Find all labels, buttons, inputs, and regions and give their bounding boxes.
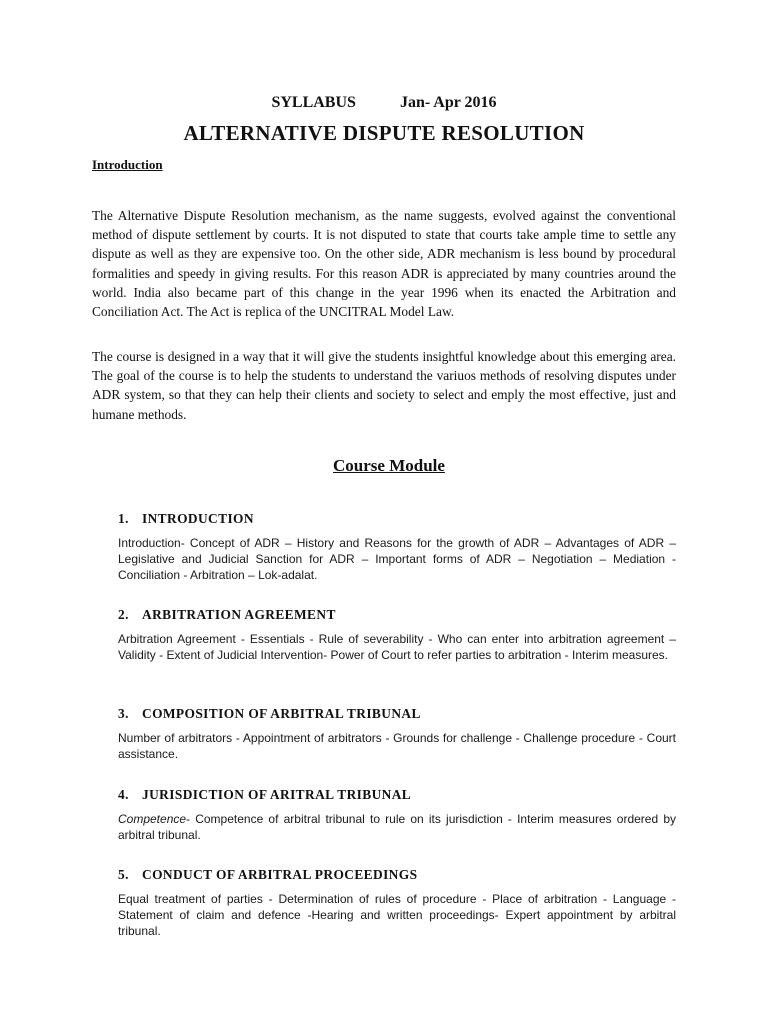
- module-section: [118, 867, 676, 940]
- module-number: 3.: [118, 706, 129, 721]
- module-description: [118, 730, 676, 762]
- syllabus-heading: [0, 94, 768, 112]
- module-title-text: COMPOSITION OF ARBITRAL TRIBUNAL: [142, 706, 421, 721]
- module-title: [118, 607, 676, 623]
- module-section: [118, 607, 676, 663]
- module-section: [118, 511, 676, 584]
- module-description-text: Arbitration Agreement - Essentials - Rule of severability - Who can enter into arbitration agreement – Validity - Extent of Judicial Intervention- Power of Court to refer parties to arbitration - Interim measures.: [118, 632, 676, 663]
- module-description: [118, 631, 676, 663]
- module-description: [118, 811, 676, 843]
- module-description-text: Introduction- Concept of ADR – History and Reasons for the growth of ADR – Advantages of ADR – Legislative and Judicial Sanction for ADR – Important forms of ADR – Negotiation – Mediation - Conciliation - Arbitration – Lok-adalat.: [118, 536, 676, 583]
- module-number: 2.: [118, 607, 129, 622]
- course-module-heading: Course Module: [333, 456, 445, 475]
- module-number: 1.: [118, 511, 129, 526]
- module-section: [118, 787, 676, 843]
- module-title: [118, 867, 676, 883]
- module-description: [118, 891, 676, 940]
- module-description-lead: Competence: [118, 812, 187, 826]
- document-title: ALTERNATIVE DISPUTE RESOLUTION: [183, 121, 585, 145]
- module-title-text: INTRODUCTION: [142, 511, 254, 526]
- module-number: 4.: [118, 787, 129, 802]
- module-title-text: CONDUCT OF ARBITRAL PROCEEDINGS: [142, 867, 418, 882]
- module-title: [118, 511, 676, 527]
- introduction-paragraph-1: The Alternative Dispute Resolution mechanism, as the name suggests, evolved against the conventional method of dispute settlement by courts. It is not disputed to state that courts take ample time to settle any dispute as well as they are expensive too. On the other side, ADR mechanism is less bound by procedural formalities and speedy in giving results. For this reason ADR is appreciated by many countries around the world. India also became part of this change in the year 1996 when its enacted the Arbitration and Conciliation Act. The Act is replica of the UNCITRAL Model Law.: [92, 208, 676, 320]
- module-title-text: JURISDICTION OF ARITRAL TRIBUNAL: [142, 787, 412, 802]
- syllabus-term: Jan- Apr 2016: [399, 94, 497, 111]
- introduction-heading: Introduction: [92, 157, 163, 172]
- introduction-paragraph-2: The course is designed in a way that it will give the students insightful knowledge about this emerging area. The goal of the course is to help the students to understand the variuos methods of resolving disputes under ADR system, so that they can help their clients and society to select and emply the most effective, just and humane methods.: [92, 349, 676, 422]
- module-title-text: ARBITRATION AGREEMENT: [142, 607, 336, 622]
- syllabus-label: SYLLABUS: [271, 94, 356, 111]
- module-number: 5.: [118, 867, 129, 882]
- module-title: [118, 706, 676, 722]
- module-section: [118, 706, 676, 762]
- module-description-text: Equal treatment of parties - Determination of rules of procedure - Place of arbitration - Language -Statement of claim and defence -Hearing and written proceedings- Expert appointment by arbitral tribunal.: [118, 892, 676, 939]
- module-description-text: - Competence of arbitral tribunal to rule on its jurisdiction - Interim measures ordered by arbitral tribunal.: [118, 812, 676, 843]
- module-description: [118, 535, 676, 584]
- module-description-text: Number of arbitrators - Appointment of arbitrators - Grounds for challenge - Challenge procedure - Court assistance.: [118, 731, 676, 762]
- module-title: [118, 787, 676, 803]
